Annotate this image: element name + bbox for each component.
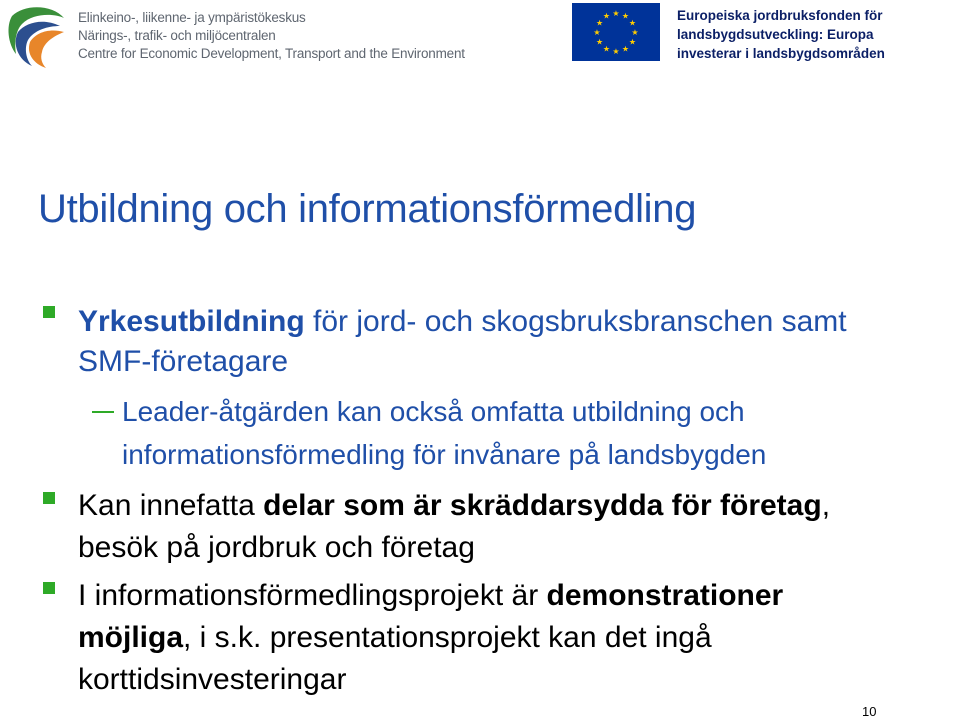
bullet-2-pre: Kan innefatta xyxy=(78,489,264,522)
bullet-square-icon xyxy=(43,582,55,594)
ely-name-finnish: Elinkeino-, liikenne- ja ympäristökeskus xyxy=(78,10,306,25)
eu-star-icon: ★ xyxy=(595,37,604,47)
bullet-square-icon xyxy=(43,306,55,318)
page-number: 10 xyxy=(862,704,877,719)
eu-star-icon: ★ xyxy=(621,11,630,21)
ely-centre-logo-icon xyxy=(4,2,70,70)
eu-star-icon: ★ xyxy=(602,11,611,21)
bullet-3-line-2-rest: , i s.k. presentationsprojekt kan det ingå xyxy=(183,621,712,654)
eu-star-icon: ★ xyxy=(628,37,637,47)
eu-star-icon: ★ xyxy=(628,18,637,28)
bullet-2-line-1 xyxy=(78,486,830,526)
bullet-square-icon xyxy=(43,492,55,504)
eu-flag-icon xyxy=(572,3,660,61)
eu-star-icon: ★ xyxy=(595,18,604,28)
eu-fund-line-2: landsbygdsutveckling: Europa xyxy=(677,27,874,42)
bullet-2-post: , xyxy=(821,489,831,522)
bullet-3-line-2 xyxy=(78,618,712,658)
ely-organization-names xyxy=(78,9,465,63)
bullet-3-bold: demonstrationer xyxy=(546,579,784,612)
eu-fund-text xyxy=(677,6,885,63)
ely-name-english: Centre for Economic Development, Transport and the Environment xyxy=(78,46,465,61)
ely-name-swedish: Närings-, trafik- och miljöcentralen xyxy=(78,28,276,43)
bullet-1-bold: Yrkesutbildning xyxy=(78,305,305,338)
eu-star-icon: ★ xyxy=(593,28,601,37)
bullet-3-pre: I informationsförmedlingsprojekt är xyxy=(78,579,547,612)
bullet-3-line-2-bold: möjliga xyxy=(78,621,184,654)
eu-star-icon: ★ xyxy=(621,44,630,54)
eu-star-icon: ★ xyxy=(602,44,611,54)
slide-title: Utbildning och informationsförmedling xyxy=(38,187,697,231)
bullet-2-bold: delar som är skräddarsydda för företag xyxy=(263,489,822,522)
eu-fund-line-3: investerar i landsbygdsområden xyxy=(677,46,885,61)
bullet-2-line-2: besök på jordbruk och företag xyxy=(78,531,475,564)
bullet-1-line-2: SMF-företagare xyxy=(78,345,289,378)
sub-bullet-line-1: Leader-åtgärden kan också omfatta utbildning och xyxy=(122,396,745,427)
sub-bullet-dash-icon xyxy=(92,411,114,413)
eu-star-icon: ★ xyxy=(612,9,620,18)
eu-star-icon: ★ xyxy=(612,47,620,56)
bullet-3-line-3: korttidsinvesteringar xyxy=(78,663,347,696)
bullet-1-line-1 xyxy=(78,302,847,342)
bullet-3-line-1 xyxy=(78,576,783,616)
eu-star-icon: ★ xyxy=(631,28,639,37)
bullet-1-rest: för jord- och skogsbruksbranschen samt xyxy=(304,305,847,338)
eu-fund-line-1: Europeiska jordbruksfonden för xyxy=(677,8,883,23)
sub-bullet-line-2: informationsförmedling för invånare på landsbygden xyxy=(122,439,767,470)
